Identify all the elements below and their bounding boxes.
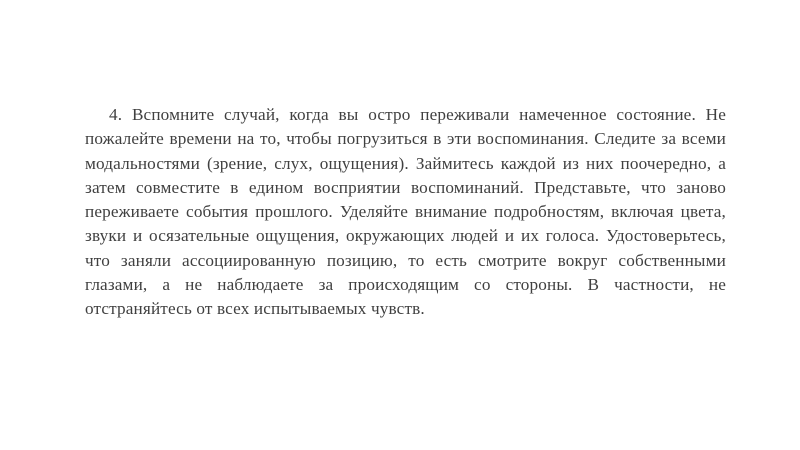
body-paragraph: 4. Вспомните случай, когда вы остро переживали намеченное состояние. Не пожалейте времени на то, чтобы погрузиться в эти воспоминания. Следите за всеми модальностями (зрение, слух, ощущения). Займитесь каждой из них поочередно, а затем совместите в едином восприятии воспоминаний. Представьте, что заново переживаете события прошлого. Уделяйте внимание подробностям, включая цвета, звуки и осязательные ощущения, окружающих людей и их голоса. Удостоверьтесь, что заняли ассоциированную позицию, то есть смотрите вокруг собственными глазами, а не наблюдаете за происходящим со стороны. В частности, не отстраняйтесь от всех испытываемых чувств.: [85, 105, 726, 318]
